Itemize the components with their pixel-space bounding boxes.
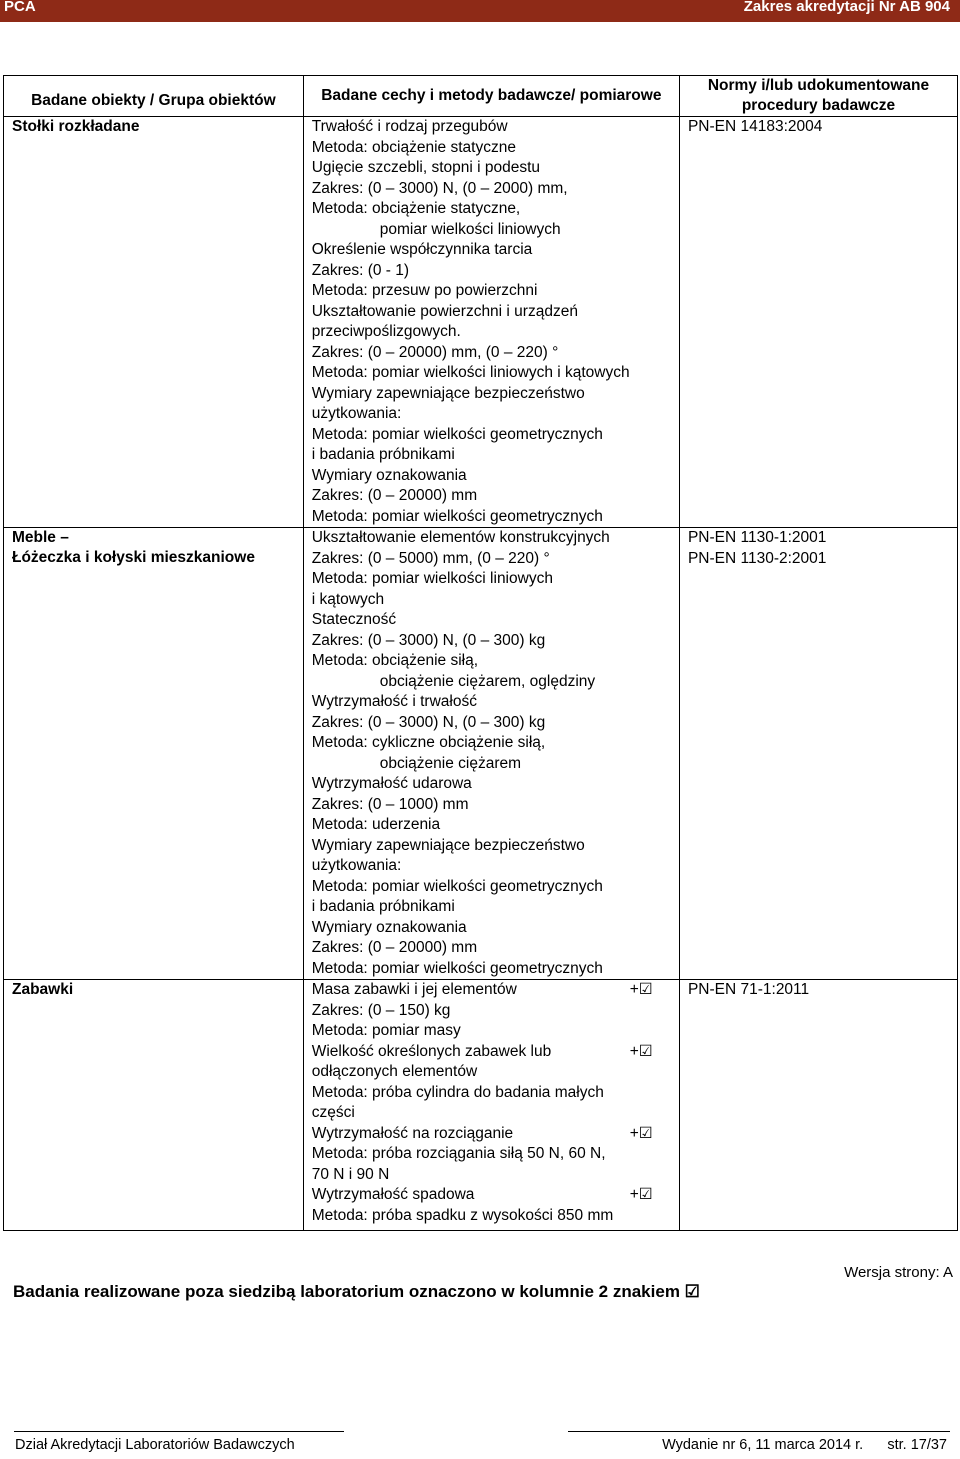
method-line: Metoda: pomiar wielkości liniowych	[311, 570, 553, 587]
footer-divider-right	[568, 1431, 950, 1432]
method-line: obciążenie ciężarem, oględziny	[379, 672, 596, 690]
norm-code: PN-EN 71-1:2011	[687, 981, 810, 998]
norm-code: PN-EN 1130-2:2001	[687, 549, 827, 567]
method-line: Ugięcie szczebli, stopni i podestu	[311, 159, 541, 176]
onsite-mark-icon: +☑	[629, 1186, 653, 1203]
method-line: Zakres: (0 - 1)	[311, 261, 410, 279]
object-subname: Łóżeczka i kołyski mieszkaniowe	[12, 549, 255, 566]
method-text: Masa zabawki i jej elementów	[311, 981, 517, 998]
method-line: i kątowych	[311, 590, 385, 608]
method-line: Metoda: obciążenie siłą,	[311, 652, 479, 669]
col-header-objects: Badane obiekty / Grupa obiektów	[4, 76, 304, 117]
method-line: Metoda: obciążenie statyczne	[311, 138, 516, 156]
method-line: Zakres: (0 – 20000) mm, (0 – 220) °	[311, 343, 559, 361]
onsite-legend-note: Badania realizowane poza siedzibą laboratorium oznaczono w kolumnie 2 znakiem ☑	[13, 1282, 700, 1301]
table-row	[4, 117, 958, 528]
footer-organization: Dział Akredytacji Laboratoriów Badawczych	[15, 1437, 295, 1453]
table-row	[4, 528, 958, 980]
object-name: Zabawki	[12, 981, 74, 998]
method-line: Wymiary zapewniające bezpieczeństwo	[311, 384, 585, 402]
method-line: Zakres: (0 – 3000) N, (0 – 300) kg	[311, 713, 546, 731]
footer-edition-page	[662, 1437, 947, 1453]
method-line: Wytrzymałość i trwałość	[311, 693, 477, 710]
method-line: Zakres: (0 – 1000) mm	[311, 795, 469, 813]
page-header	[0, 0, 960, 22]
method-line	[312, 1042, 679, 1063]
method-line: Metoda: próba spadku z wysokości 850 mm	[311, 1206, 614, 1224]
norms-cell	[679, 117, 957, 528]
norms-cell	[679, 980, 957, 1231]
method-line: Metoda: pomiar wielkości geometrycznych	[311, 425, 603, 443]
method-line: Wytrzymałość udarowa	[311, 775, 472, 792]
method-line	[312, 980, 679, 1001]
object-cell	[4, 528, 304, 980]
onsite-mark-icon: +☑	[629, 1042, 653, 1060]
method-line: Zakres: (0 – 20000) mm	[311, 487, 478, 504]
header-left: PCA	[4, 0, 36, 15]
method-line: użytkowania:	[311, 857, 402, 874]
norm-code: PN-EN 14183:2004	[687, 118, 823, 135]
method-line	[312, 1185, 679, 1206]
method-line: Metoda: pomiar wielkości liniowych i kątowych	[311, 364, 630, 381]
footer-edition: Wydanie nr 6, 11 marca 2014 r.	[662, 1437, 864, 1453]
method-line: użytkowania:	[311, 405, 402, 422]
method-line: Zakres: (0 – 5000) mm, (0 – 220) °	[311, 549, 550, 567]
method-line: 70 N i 90 N	[311, 1165, 390, 1183]
method-line: Metoda: obciążenie statyczne,	[311, 200, 521, 217]
accreditation-table	[3, 75, 958, 1231]
method-line: Ukształtowanie powierzchni i urządzeń	[311, 302, 578, 320]
method-line: obciążenie ciężarem	[379, 754, 522, 772]
method-line	[312, 1124, 679, 1145]
method-line: Metoda: pomiar masy	[311, 1022, 461, 1039]
method-line: Metoda: próba cylindra do badania małych	[311, 1083, 604, 1101]
method-text: Wytrzymałość na rozciąganie	[311, 1124, 514, 1142]
method-line: Metoda: próba rozciągania siłą 50 N, 60 N,	[311, 1145, 606, 1162]
method-line: Metoda: pomiar wielkości geometrycznych	[311, 877, 603, 895]
object-name: Meble –	[12, 529, 69, 546]
footer-divider-left	[14, 1431, 344, 1432]
method-line: Wymiary oznakowania	[311, 918, 467, 936]
method-line: Ukształtowanie elementów konstrukcyjnych	[311, 529, 610, 546]
norm-code: PN-EN 1130-1:2001	[687, 529, 827, 546]
method-line: Zakres: (0 – 150) kg	[311, 1001, 451, 1019]
method-line: Zakres: (0 – 3000) N, (0 – 2000) mm,	[311, 179, 568, 197]
method-line: przeciwpoślizgowych.	[311, 323, 461, 340]
method-text: Wielkość określonych zabawek lub	[311, 1042, 552, 1060]
method-line: Metoda: pomiar wielkości geometrycznych	[311, 507, 603, 525]
footer-page-number: str. 17/37	[887, 1437, 947, 1453]
methods-cell	[303, 528, 679, 980]
header-right: Zakres akredytacji Nr AB 904	[743, 0, 950, 15]
method-line: odłączonych elementów	[311, 1063, 478, 1080]
col-header-methods: Badane cechy i metody badawcze/ pomiarowe	[303, 76, 679, 117]
method-line: Metoda: uderzenia	[311, 816, 441, 833]
method-line: pomiar wielkości liniowych	[379, 220, 561, 238]
method-line: Wymiary zapewniające bezpieczeństwo	[311, 836, 585, 854]
method-line: Zakres: (0 – 3000) N, (0 – 300) kg	[311, 631, 546, 649]
method-line: Określenie współczynnika tarcia	[311, 241, 533, 258]
method-line: i badania próbnikami	[311, 898, 455, 915]
table-header-row	[4, 76, 958, 117]
object-cell	[4, 980, 304, 1231]
method-line: Wymiary oznakowania	[311, 466, 467, 484]
methods-cell	[303, 117, 679, 528]
object-cell	[4, 117, 304, 528]
page-version: Wersja strony: A	[844, 1264, 953, 1281]
method-line: i badania próbnikami	[311, 446, 455, 463]
method-line: Metoda: przesuw po powierzchni	[311, 282, 538, 299]
norms-cell	[679, 528, 957, 980]
table-row	[4, 980, 958, 1231]
method-line: Metoda: pomiar wielkości geometrycznych	[311, 959, 603, 977]
method-text: Wytrzymałość spadowa	[311, 1186, 475, 1203]
methods-cell	[303, 980, 679, 1231]
object-name: Stołki rozkładane	[12, 118, 140, 135]
col-header-norms: Normy i/lub udokumentowane procedury badawcze	[679, 76, 957, 117]
method-line: Stateczność	[311, 611, 397, 628]
onsite-mark-icon: +☑	[629, 981, 653, 998]
method-line: Zakres: (0 – 20000) mm	[311, 939, 478, 956]
method-line: Trwałość i rodzaj przegubów	[311, 118, 508, 135]
method-line: Metoda: cykliczne obciążenie siłą,	[311, 734, 546, 751]
onsite-mark-icon: +☑	[629, 1124, 653, 1142]
method-line: części	[311, 1104, 355, 1121]
